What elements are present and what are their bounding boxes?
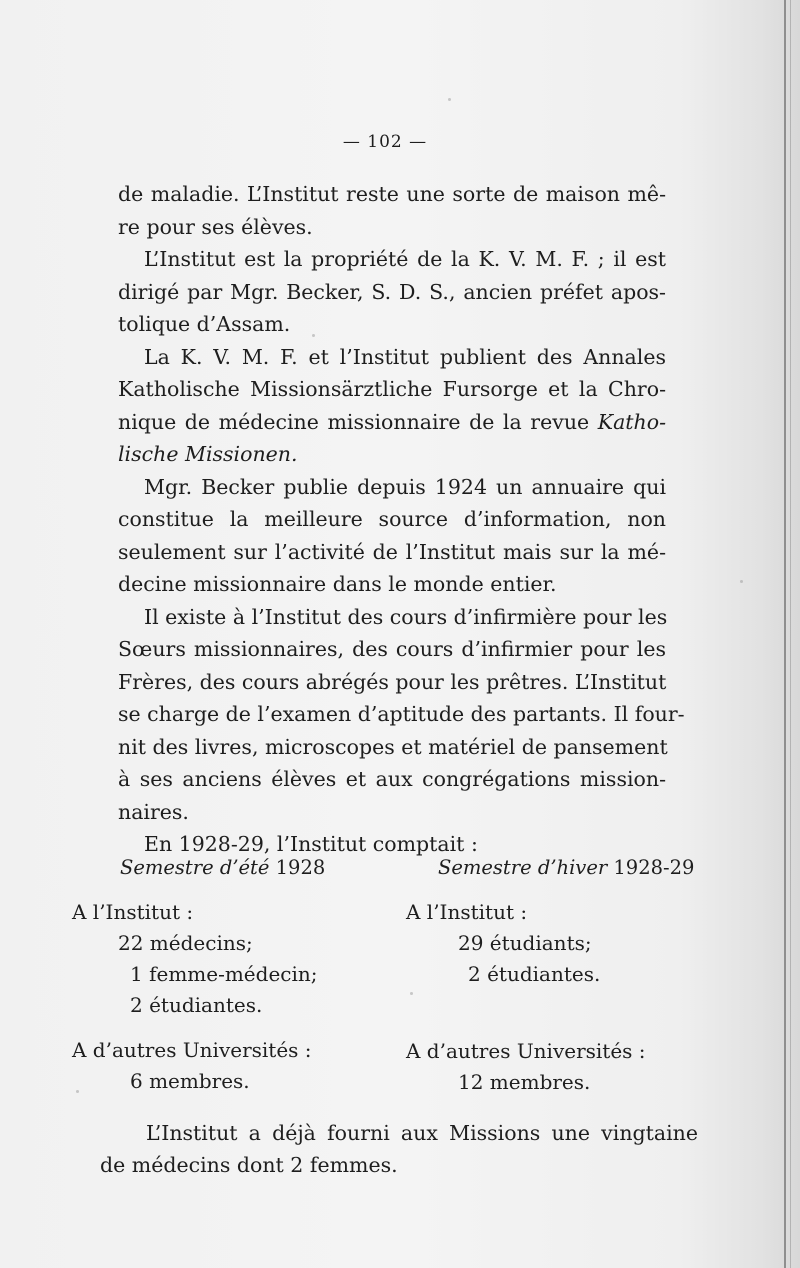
institut-label: A l’Institut : (406, 900, 528, 924)
winter-semester-column (406, 852, 736, 1098)
text-line: Sœurs missionnaires, des cours d’infirmier pour les (118, 637, 666, 661)
paragraph-4 (118, 471, 666, 601)
text-line (118, 438, 666, 471)
paper-speck (448, 98, 451, 101)
text-line: seulement sur l’activité de l’Institut mais sur la mé- (118, 539, 666, 564)
paper-speck (312, 334, 315, 337)
italic-title-fragment: Katho- (597, 409, 666, 434)
text-line: tolique d’Assam. (118, 312, 291, 336)
text-line: constitue la meilleure source d’information, non (118, 507, 666, 531)
text-line (118, 406, 666, 439)
stat-item: 2 étudiantes. (130, 993, 263, 1017)
summer-semester-title (120, 852, 392, 883)
paragraph-2 (118, 243, 666, 341)
text-line: Katholische Missionsärztliche Fursorge et la Chro- (118, 377, 666, 401)
stat-item: 22 médecins; (118, 931, 253, 955)
winter-semester-title (438, 852, 736, 883)
page-edge-line (790, 0, 791, 1268)
paragraph-5 (118, 601, 685, 829)
paragraph-3 (118, 341, 666, 471)
page-number: — 102 — (342, 132, 428, 152)
text-line: à ses anciens élèves et aux congrégations mission- (118, 767, 666, 791)
other-universities-label: A d’autres Universités : (72, 1038, 312, 1062)
text-line: Mgr. Becker publie depuis 1924 un annuaire qui (144, 474, 666, 499)
text-line: naires. (118, 799, 189, 824)
page-edge-shadow (784, 0, 786, 1268)
title-year: 1928-29 (613, 856, 695, 879)
text-line: L’Institut a déjà fourni aux Missions une vingtaine (146, 1121, 698, 1145)
institut-label: A l’Institut : (72, 900, 194, 924)
title-year: 1928 (275, 856, 326, 879)
paper-speck (740, 580, 743, 583)
stat-item: 1 femme-médecin; (130, 962, 318, 986)
text-line: re pour ses élèves. (118, 214, 313, 239)
paragraph-1 (118, 178, 666, 243)
closing-paragraph (100, 1117, 698, 1181)
text-line: Il existe à l’Institut des cours d’infirmière pour les (144, 604, 668, 629)
body-text (118, 178, 685, 861)
text-line: nit des livres, microscopes et matériel de pansement (118, 734, 668, 759)
title-italic: Semestre d’hiver (438, 856, 608, 879)
text-line: La K. V. M. F. et l’Institut publient des Annales (144, 344, 666, 369)
title-italic: Semestre d’été (120, 856, 270, 879)
text-line: En 1928-29, l’Institut comptait : (144, 832, 478, 856)
stat-item: 2 étudiantes. (468, 962, 601, 986)
text-line: Frères, des cours abrégés pour les prêtres. L’Institut (118, 669, 667, 694)
stat-item: 12 membres. (458, 1070, 591, 1094)
text-line: decine missionnaire dans le monde entier. (118, 572, 557, 596)
text-line: de maladie. L’Institut reste une sorte de maison mê- (118, 182, 666, 206)
text-fragment: nique de médecine missionnaire de la revue (118, 409, 598, 434)
paper-speck (410, 992, 413, 995)
summer-semester-column (72, 852, 392, 1097)
text-line: dirigé par Mgr. Becker, S. D. S., ancien préfet apos- (118, 279, 666, 304)
paper-speck (76, 1090, 79, 1093)
text-line: de médecins dont 2 femmes. (100, 1153, 398, 1177)
text-line: se charge de l’examen d’aptitude des partants. Il four- (118, 702, 685, 726)
italic-title-fragment: lische Missionen. (118, 442, 298, 466)
stat-item: 6 membres. (130, 1069, 250, 1093)
text-line: L’Institut est la propriété de la K. V. M. F. ; il est (144, 247, 666, 271)
other-universities-label: A d’autres Universités : (406, 1039, 646, 1063)
stat-item: 29 étudiants; (458, 931, 592, 955)
